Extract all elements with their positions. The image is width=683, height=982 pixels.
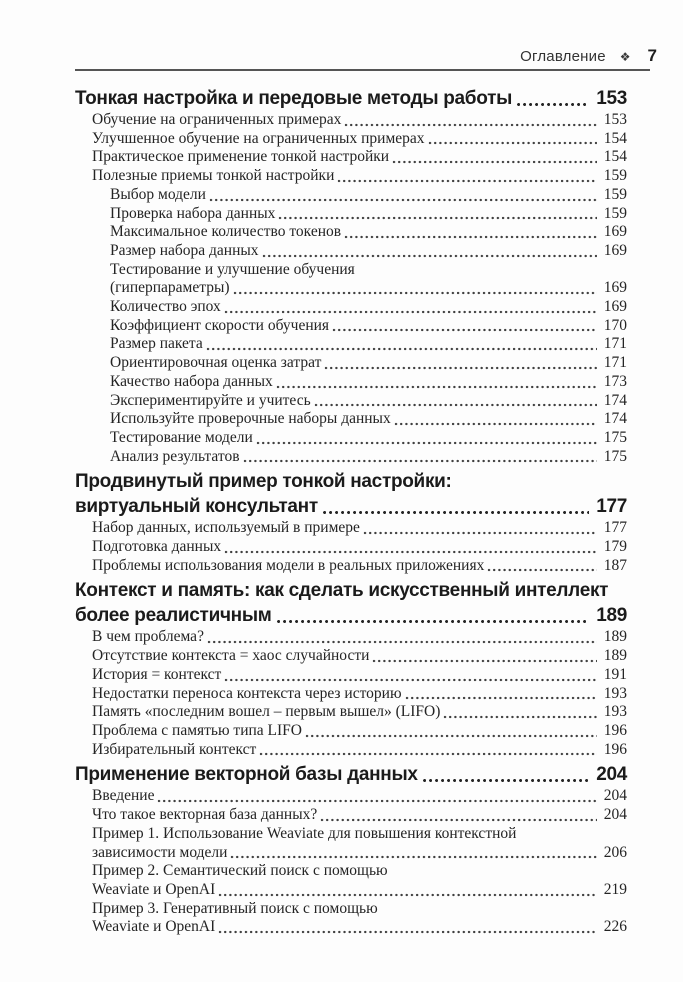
ornament-diamond-icon: ❖ (619, 50, 631, 64)
toc-entry-line (110, 205, 627, 224)
toc-entry-page-number: 226 (603, 918, 627, 936)
page-header (75, 46, 657, 66)
toc-entry-page-number: 193 (603, 684, 627, 702)
toc-entry-text: Практическое применение тонкой настройки (92, 148, 390, 166)
toc-entry-text: зависимости модели (92, 843, 228, 861)
toc-entry-line (110, 186, 627, 205)
toc-entry-page-number: 177 (603, 519, 627, 537)
toc-entry-text: Ориентировочная оценка затрат (110, 354, 322, 372)
toc-entry-page-number: 169 (603, 298, 627, 316)
section-heading-line (75, 762, 627, 787)
toc-entry-line (110, 261, 627, 280)
toc-entry (110, 373, 627, 392)
toc-entry-line (92, 647, 627, 666)
toc-entry (92, 167, 627, 186)
toc-entry-text: Weaviate и OpenAI (92, 918, 216, 936)
toc-entry (92, 900, 627, 937)
toc-entry-page-number: 153 (603, 111, 627, 128)
table-of-contents (75, 86, 627, 937)
toc-entry (110, 448, 627, 467)
dot-leader (405, 695, 597, 701)
toc-entry-text: Проверка набора данных (110, 204, 276, 222)
toc-entry (110, 354, 627, 373)
toc-entry-line (92, 557, 627, 576)
toc-entry-page-number: 174 (603, 391, 627, 409)
toc-entry-page-number: 204 (603, 787, 627, 805)
toc-entry (110, 410, 627, 429)
toc-entry-page-number: 169 (603, 279, 627, 297)
toc-section (75, 86, 627, 466)
toc-entry-text: Отсутствие контекста = хаос случайности (92, 647, 370, 665)
toc-entry-text: Пример 1. Использование Weaviate для повышения контекстной (92, 824, 517, 842)
section-heading-text: виртуальный консультант (75, 496, 318, 518)
toc-entry-text: Weaviate и OpenAI (92, 880, 216, 898)
toc-entry-line (92, 918, 627, 937)
toc-entry (92, 685, 627, 704)
toc-entry-line (110, 242, 627, 261)
toc-entry-line (92, 722, 627, 741)
toc-entry (92, 862, 627, 899)
section-heading-text: Контекст и память: как сделать искусственный интеллект (75, 580, 609, 602)
dot-leader (487, 567, 597, 573)
toc-entry (92, 666, 627, 685)
toc-entry-text: Коэффициент скорости обучения (110, 316, 330, 334)
toc-entry (92, 647, 627, 666)
toc-entry-page-number: 171 (603, 335, 627, 353)
dot-leader (224, 677, 597, 683)
dot-leader (224, 309, 597, 315)
dot-leader (218, 929, 597, 935)
dot-leader (363, 530, 597, 536)
toc-entry (110, 205, 627, 224)
toc-entry (92, 628, 627, 647)
dot-leader (337, 178, 597, 184)
toc-entry-line (92, 111, 627, 130)
toc-entry (92, 519, 627, 538)
toc-entry-page-number: 175 (603, 428, 627, 446)
toc-entry-line (110, 410, 627, 429)
section-page-number: 189 (596, 605, 627, 627)
dot-leader (428, 140, 597, 146)
header-title: Оглавление (520, 48, 606, 65)
toc-entry-text: В чем проблема? (92, 628, 204, 646)
toc-entry-text: Память «последним вошел – первым вышел» (LIFO) (92, 703, 441, 721)
toc-entry (110, 429, 627, 448)
toc-entry-page-number: 154 (603, 148, 627, 166)
toc-page (0, 46, 683, 982)
toc-entry-text: Улучшенное обучение на ограниченных примерах (92, 129, 425, 147)
dot-leader (422, 777, 589, 784)
header-rule (75, 69, 650, 71)
toc-entry-text: Выбор модели (110, 185, 206, 203)
section-heading-line (75, 86, 627, 111)
toc-entry-page-number: 187 (603, 556, 627, 574)
dot-leader (243, 458, 597, 464)
dot-leader (207, 639, 597, 645)
toc-entry-text: Качество набора данных (110, 372, 273, 390)
toc-entry-line (110, 373, 627, 392)
dot-leader (157, 798, 597, 804)
toc-entry-line (92, 881, 627, 900)
toc-entry-text: Что такое векторная база данных? (92, 806, 318, 824)
section-heading-line (75, 578, 627, 603)
toc-entry-text: Подготовка данных (92, 538, 222, 556)
toc-entry-page-number: 189 (603, 647, 627, 665)
toc-entry-page-number: 179 (603, 538, 627, 556)
toc-entry-line (110, 298, 627, 317)
toc-entry (92, 130, 627, 149)
toc-entry-text: Проблемы использования модели в реальных приложениях (92, 556, 485, 574)
dot-leader (259, 751, 597, 757)
dot-leader (230, 854, 597, 860)
toc-entry-text: Тестирование и улучшение обучения (110, 260, 355, 278)
toc-section (75, 578, 627, 759)
section-heading-text: более реалистичным (75, 605, 272, 627)
dot-leader (209, 197, 597, 203)
section-heading-text: Продвинутый пример тонкой настройки: (75, 471, 452, 493)
toc-entry-line (92, 519, 627, 538)
toc-entry-line (110, 335, 627, 354)
dot-leader (332, 327, 597, 333)
toc-entry (92, 825, 627, 862)
toc-entry-page-number: 171 (603, 354, 627, 372)
dot-leader (206, 346, 597, 352)
toc-entry-line (110, 392, 627, 411)
dot-leader (344, 234, 597, 240)
toc-entry (92, 148, 627, 167)
toc-entry-line (92, 825, 627, 844)
toc-entry-text: Избирательный контекст (92, 740, 257, 758)
dot-leader (394, 421, 597, 427)
section-page-number: 204 (596, 764, 627, 786)
toc-entry-text: Пример 2. Семантический поиск с помощью (92, 862, 388, 880)
toc-entry (92, 741, 627, 760)
dot-leader (278, 215, 597, 221)
toc-entry-page-number: 174 (603, 410, 627, 428)
toc-entry-line (92, 538, 627, 557)
dot-leader (276, 618, 589, 625)
toc-entry-line (110, 429, 627, 448)
toc-entry-line (92, 741, 627, 760)
toc-entry-line (92, 666, 627, 685)
toc-entry-line (92, 628, 627, 647)
section-heading-line (75, 494, 627, 519)
toc-entry-page-number: 154 (603, 129, 627, 147)
header-page-number: 7 (647, 46, 657, 65)
toc-entry-line (92, 703, 627, 722)
dot-leader (256, 440, 597, 446)
dot-leader (233, 290, 597, 296)
toc-entry-text: (гиперпараметры) (110, 279, 230, 297)
dot-leader (224, 549, 597, 555)
toc-entry-line (92, 900, 627, 919)
toc-entry-page-number: 169 (603, 241, 627, 259)
dot-leader (324, 365, 597, 371)
toc-entry-line (92, 148, 627, 167)
dot-leader (344, 122, 597, 128)
section-page-number: 177 (596, 496, 627, 518)
toc-entry-page-number: 173 (603, 372, 627, 390)
toc-entry-line (110, 354, 627, 373)
toc-entry-text: Тестирование модели (110, 428, 253, 446)
toc-entry-page-number: 191 (603, 665, 627, 683)
toc-entry (110, 186, 627, 205)
toc-entry (110, 261, 627, 298)
dot-leader (262, 253, 597, 259)
dot-leader (516, 101, 589, 108)
toc-entry-text: Проблема с памятью типа LIFO (92, 721, 302, 739)
toc-entry-line (110, 279, 627, 298)
dot-leader (392, 159, 597, 165)
toc-entry-page-number: 159 (603, 167, 627, 185)
toc-entry-text: Обучение на ограниченных примерах (92, 111, 342, 128)
toc-entry-page-number: 196 (603, 740, 627, 758)
section-heading-line (75, 603, 627, 628)
dot-leader (443, 714, 597, 720)
toc-entry-text: Полезные приемы тонкой настройки (92, 167, 335, 185)
toc-entry-line (92, 130, 627, 149)
toc-entry-page-number: 159 (603, 204, 627, 222)
toc-entry-line (110, 448, 627, 467)
toc-entry (110, 317, 627, 336)
toc-entry (92, 722, 627, 741)
toc-section (75, 762, 627, 937)
toc-entry (110, 242, 627, 261)
toc-entry-line (110, 317, 627, 336)
toc-entry (92, 806, 627, 825)
dot-leader (372, 658, 597, 664)
toc-entry-page-number: 196 (603, 721, 627, 739)
section-heading-text: Применение векторной базы данных (75, 764, 418, 786)
toc-entry-page-number: 204 (603, 806, 627, 824)
toc-entry-page-number: 189 (603, 628, 627, 646)
toc-entry-page-number: 175 (603, 447, 627, 465)
toc-entry-text: Экспериментируйте и учитесь (110, 391, 311, 409)
toc-entry-text: Набор данных, используемый в примере (92, 519, 360, 537)
toc-entry (92, 787, 627, 806)
toc-entry-text: Недостатки переноса контекста через историю (92, 684, 402, 702)
toc-entry (92, 557, 627, 576)
toc-entry-line (92, 167, 627, 186)
section-heading-text: Тонкая настройка и передовые методы работы (75, 88, 513, 109)
dot-leader (218, 892, 597, 898)
toc-entry-text: Размер набора данных (110, 241, 259, 259)
toc-entry-line (92, 806, 627, 825)
dot-leader (276, 384, 597, 390)
toc-entry-page-number: 159 (603, 185, 627, 203)
toc-entry-line (92, 844, 627, 863)
toc-entry (110, 223, 627, 242)
toc-entry-text: Максимальное количество токенов (110, 223, 342, 241)
toc-entry-line (92, 862, 627, 881)
toc-entry-text: Количество эпох (110, 298, 221, 316)
section-page-number: 153 (596, 88, 627, 109)
dot-leader (322, 509, 589, 516)
toc-entry-line (92, 685, 627, 704)
toc-entry (110, 335, 627, 354)
dot-leader (305, 733, 597, 739)
toc-entry-line (92, 787, 627, 806)
toc-entry-page-number: 219 (603, 880, 627, 898)
toc-entry-line (110, 223, 627, 242)
toc-entry-page-number: 206 (603, 843, 627, 861)
toc-entry (92, 538, 627, 557)
toc-entry-text: Используйте проверочные наборы данных (110, 410, 391, 428)
toc-entry-text: Размер пакета (110, 335, 203, 353)
dot-leader (314, 402, 597, 408)
toc-entry-text: История = контекст (92, 665, 222, 683)
toc-entry (110, 298, 627, 317)
dot-leader (320, 817, 597, 823)
toc-entry-page-number: 169 (603, 223, 627, 241)
toc-entry-page-number: 170 (603, 316, 627, 334)
toc-section (75, 469, 627, 575)
toc-entry-text: Пример 3. Генеративный поиск с помощью (92, 899, 378, 917)
toc-entry-text: Анализ результатов (110, 447, 240, 465)
section-heading-line (75, 469, 627, 494)
toc-entry (92, 703, 627, 722)
toc-entry (92, 111, 627, 130)
toc-entry-text: Введение (92, 787, 155, 805)
toc-entry (110, 392, 627, 411)
toc-entry-page-number: 193 (603, 703, 627, 721)
